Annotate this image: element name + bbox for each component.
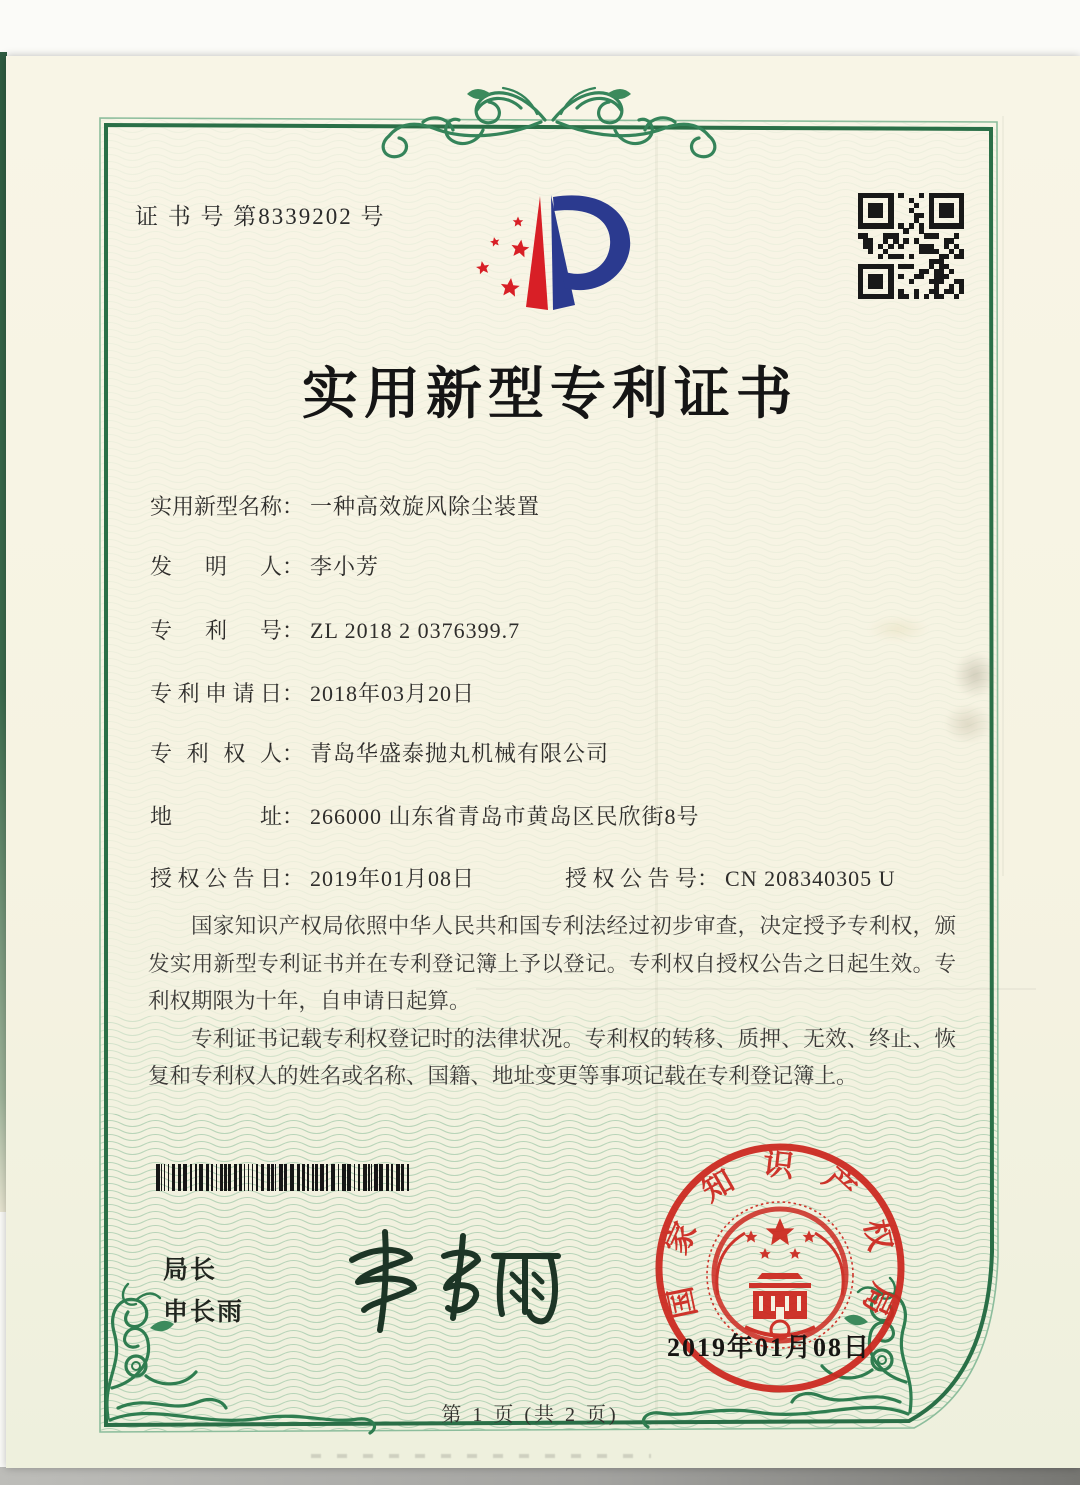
field-row-patentee bbox=[150, 737, 609, 768]
legal-paragraph-1: 国家知识产权局依照中华人民共和国专利法经过初步审查，决定授予专利权，颁发实用新型专利证书并在专利登记簿上予以登记。专利权自授权公告之日起生效。专利权期限为十年，自申请日起算。 bbox=[148, 914, 956, 1014]
field-row-filing-date bbox=[150, 677, 475, 708]
field-row-name bbox=[150, 490, 540, 521]
field-label: 地址 bbox=[150, 804, 282, 829]
field-label: 授权公告号 bbox=[565, 866, 697, 891]
field-value: ZL 2018 2 0376399.7 bbox=[310, 618, 521, 643]
field-value: 2018年03月20日 bbox=[310, 681, 476, 706]
field-value: 李小芳 bbox=[310, 554, 380, 579]
grant-no-pair bbox=[565, 862, 895, 893]
certificate-paper bbox=[6, 56, 1080, 1468]
field-colon: ： bbox=[697, 866, 720, 891]
field-row-grant bbox=[150, 862, 895, 893]
legal-paragraph-2: 专利证书记载专利权登记时的法律状况。专利权的转移、质押、无效、终止、恢复和专利权人的姓名或名称、国籍、地址变更等事项记载在专利登记簿上。 bbox=[148, 1026, 956, 1089]
field-colon: ： bbox=[282, 804, 305, 829]
photo-bottom-edge bbox=[0, 1467, 1080, 1485]
field-row-address bbox=[150, 800, 700, 831]
field-colon: ： bbox=[282, 494, 305, 519]
paper-crease bbox=[655, 136, 658, 1426]
field-value: 青岛华盛泰抛丸机械有限公司 bbox=[310, 741, 610, 766]
field-colon: ： bbox=[282, 741, 305, 766]
field-row-inventor bbox=[150, 550, 379, 581]
seal-date: 2019年01月08日 bbox=[667, 1333, 872, 1362]
field-colon: ： bbox=[282, 618, 305, 643]
field-value: CN 208340305 U bbox=[725, 866, 896, 891]
show-through-text bbox=[311, 1454, 651, 1458]
field-colon: ： bbox=[282, 681, 305, 706]
certificate-number: 证 书 号 第8339202 号 bbox=[135, 204, 386, 229]
handwritten-signature-icon bbox=[324, 1224, 576, 1342]
cnipa-logo-icon bbox=[452, 183, 642, 315]
qr-code bbox=[858, 193, 964, 299]
legal-text-block bbox=[148, 908, 956, 1096]
paper-stain bbox=[954, 652, 996, 698]
field-row-patent-no bbox=[150, 614, 520, 645]
field-value: 266000 山东省青岛市黄岛区民欣街8号 bbox=[310, 804, 700, 829]
field-label: 专利申请日 bbox=[150, 681, 282, 706]
field-colon: ： bbox=[282, 866, 305, 891]
field-label: 实用新型名称 bbox=[150, 494, 283, 519]
barcode bbox=[156, 1164, 418, 1191]
paper-crease bbox=[476, 988, 1036, 990]
signer-title: 局长 bbox=[163, 1256, 218, 1284]
field-value: 2019年01月08日 bbox=[310, 866, 476, 891]
signer-name: 申长雨 bbox=[163, 1298, 245, 1326]
grant-date-pair bbox=[150, 862, 565, 893]
paper-stain bbox=[868, 616, 928, 642]
field-label: 专利权人 bbox=[150, 741, 282, 766]
field-label: 授权公告日 bbox=[150, 866, 282, 891]
seal-org-text: 国家知识产权局 bbox=[656, 1145, 904, 1346]
paper-stain bbox=[944, 704, 992, 744]
field-colon: ： bbox=[282, 554, 305, 579]
paper-crease bbox=[1002, 116, 1004, 876]
field-value: 一种高效旋风除尘装置 bbox=[310, 494, 541, 519]
page-footer: 第 1 页 (共 2 页) bbox=[441, 1404, 619, 1426]
field-label: 发明人 bbox=[150, 554, 282, 579]
field-label: 专利号 bbox=[150, 618, 282, 643]
certificate-title: 实用新型专利证书 bbox=[302, 364, 798, 426]
emblem-stars bbox=[745, 1218, 816, 1259]
